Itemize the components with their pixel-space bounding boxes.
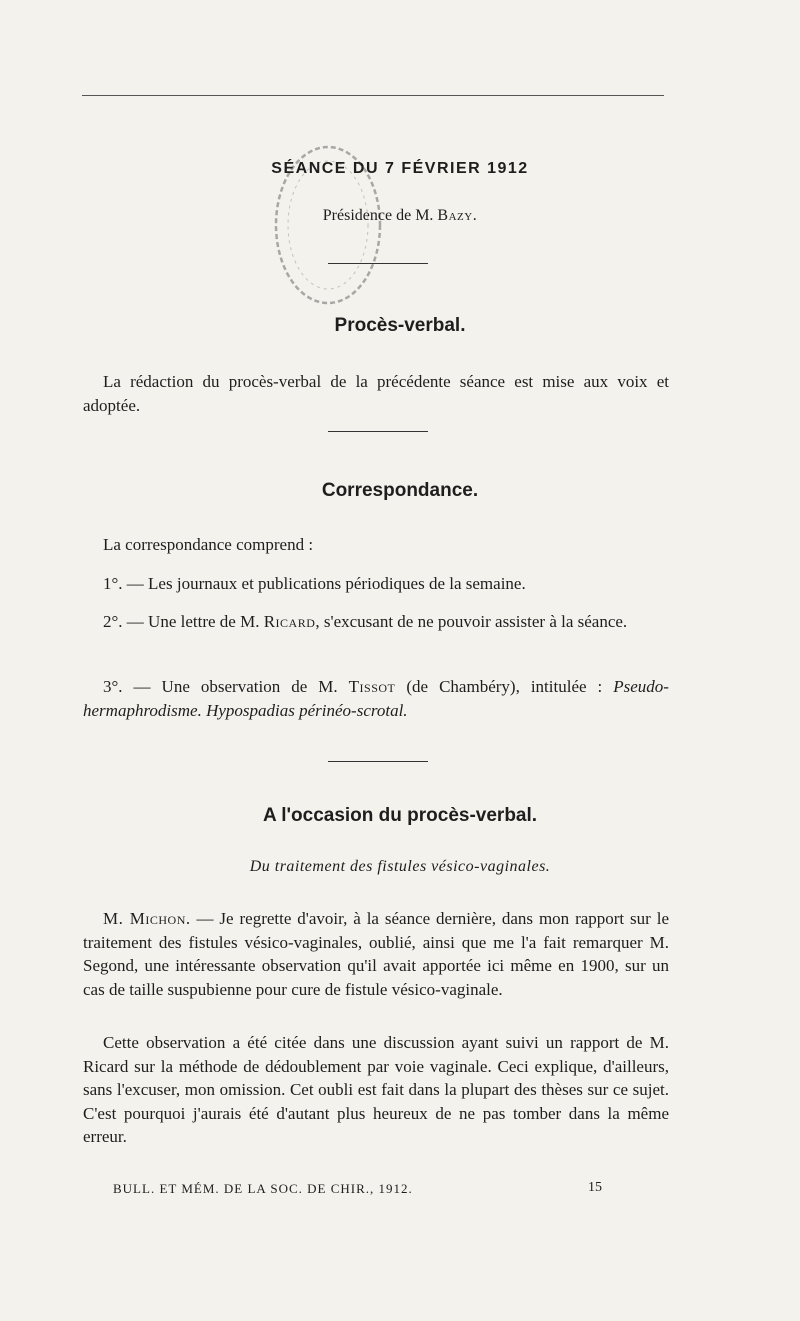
proces-verbal-heading: Procès-verbal. xyxy=(334,315,466,336)
presidence-prefix: Présidence de M. xyxy=(322,207,438,224)
item-2-suffix: , s'excusant de ne pouvoir assister à la séance. xyxy=(315,612,628,631)
item-3-name: Tissot xyxy=(348,677,396,696)
correspondance-item-2 xyxy=(83,610,669,634)
correspondance-intro: La correspondance comprend : xyxy=(103,535,314,554)
speaker-name: M. Michon. xyxy=(103,909,191,928)
footer-journal: BULL. ET MÉM. DE LA SOC. DE CHIR., 1912. xyxy=(113,1181,413,1196)
michon-paragraph xyxy=(83,907,669,1001)
separator-rule xyxy=(328,431,428,432)
item-2-prefix: 2°. — Une lettre de M. xyxy=(103,612,264,631)
footer-signature: 15 xyxy=(588,1180,602,1195)
separator-rule xyxy=(328,761,428,762)
second-paragraph: Cette observation a été citée dans une discussion ayant suivi un rapport de M. Ricard sur la méthode de dédoublement par voie vaginale. Ceci explique, d'ailleurs, sans l'excuser, mon omission. Cet oubli est fait dans la plupart des thèses sur ce sujet. C'est pourquoi j'aurais été d'autant plus heureux de ne pas tomber dans la même erreur. xyxy=(83,1033,669,1146)
item-3-prefix: 3°. — Une observation de M. xyxy=(103,677,349,696)
item-3-title: Pseudo-hermaphrodisme. Hypospadias périnéo-scrotal. xyxy=(83,677,669,720)
seance-title: SÉANCE DU 7 FÉVRIER 1912 xyxy=(271,160,529,177)
correspondance-item-1: 1°. — Les journaux et publications périodiques de la semaine. xyxy=(103,574,526,593)
top-rule xyxy=(82,95,664,96)
occasion-subtitle: Du traitement des fistules vésico-vaginales. xyxy=(249,858,551,875)
separator-rule xyxy=(328,263,428,264)
presidence-line xyxy=(0,207,800,225)
president-name: Bazy. xyxy=(437,207,478,224)
proces-verbal-text: La rédaction du procès-verbal de la précédente séance est mise aux voix et adoptée. xyxy=(83,372,669,415)
michon-text: — Je regrette d'avoir, à la séance dernière, dans mon rapport sur le traitement des fistules vésico-vaginales, oublié, ainsi que me l'a fait remarquer M. Segond, une intéressante observation qu'il avait apportée ici même en 1900, sur un cas de taille suspubienne pour cure de fistule vésico-vaginale. xyxy=(83,909,669,999)
occasion-heading: A l'occasion du procès-verbal. xyxy=(262,805,538,826)
item-3-suffix: (de Chambéry), intitulée : xyxy=(395,677,614,696)
correspondance-heading: Correspondance. xyxy=(321,480,479,501)
item-2-name: Ricard xyxy=(263,612,316,631)
correspondance-item-3 xyxy=(83,675,669,722)
